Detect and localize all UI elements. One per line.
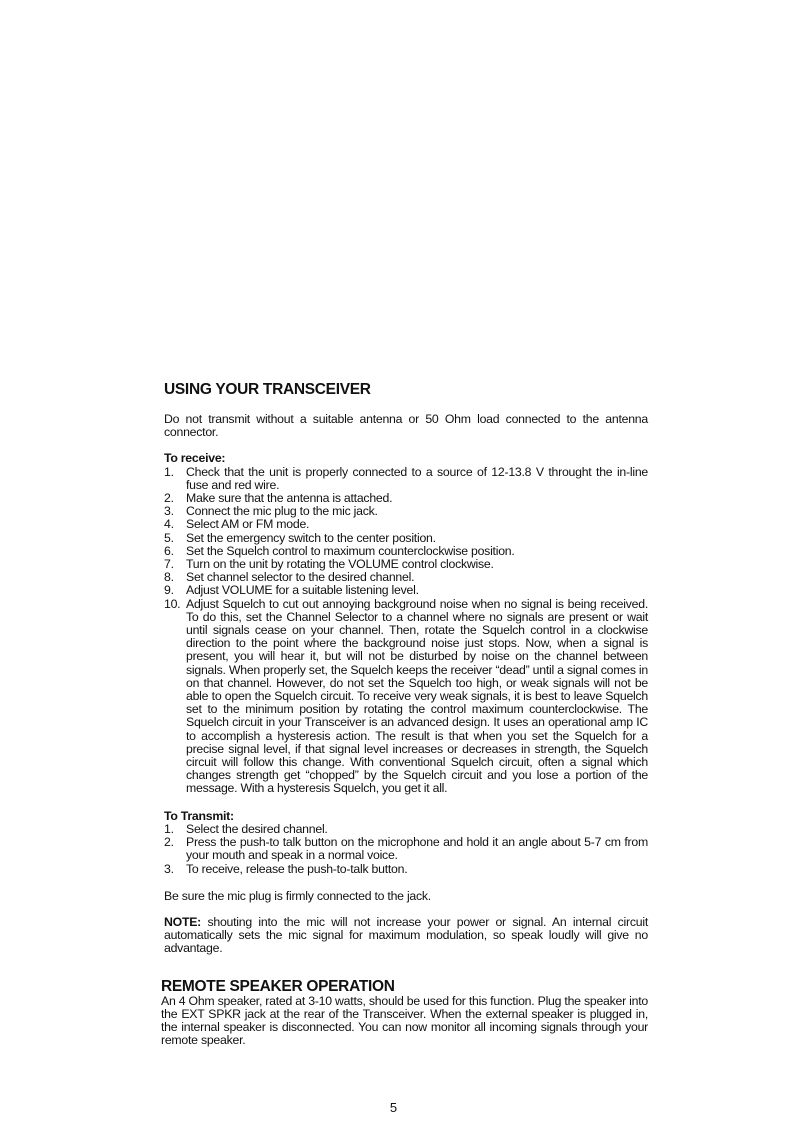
step-text: Select AM or FM mode. <box>186 517 310 532</box>
step-text: Set the emergency switch to the center position. <box>186 530 436 545</box>
step-number: 3. <box>164 861 174 876</box>
step-text: To receive, release the push-to-talk button. <box>186 861 408 876</box>
note-text: shouting into the mic will not increase your power or signal. An internal circuit automatically sets the mic signal for maximum modulation, so speak loudly will give no advantage. <box>164 914 648 956</box>
section-title-using-transceiver: USING YOUR TRANSCEIVER <box>164 381 371 398</box>
transmit-steps <box>164 823 648 876</box>
receive-heading: To receive: <box>164 451 226 466</box>
step-text: Check that the unit is properly connected to a source of 12-13.8 V throught the in-line fuse and red wire. <box>186 464 648 492</box>
step-number: 8. <box>164 570 174 585</box>
receive-step <box>164 466 648 492</box>
step-text: Set channel selector to the desired channel. <box>186 570 415 585</box>
transmit-heading: To Transmit: <box>164 808 234 823</box>
note-label: NOTE: <box>164 914 202 929</box>
transmit-step <box>164 836 648 862</box>
step-number: 3. <box>164 504 174 519</box>
page-content <box>161 381 648 1048</box>
step-text: Adjust VOLUME for a suitable listening level. <box>186 583 419 598</box>
step-text: Adjust Squelch to cut out annoying background noise when no signal is being received. To do this, set the Channel Selector to a channel where no signals are present or wait until signals cease on your channel. Then, rotate the Squelch control in a clockwise direction to the point where the background noise just stops. Now, when a signal is present, you will hear it, but will not be disturbed by noise on the channel between signals. When properly set, the Squelch keeps the receiver “dead” until a signal comes in on that channel. However, do not set the Squelch too high, or weak signals will not be able to open the Squelch circuit. To receive very weak signals, it is best to leave Squelch set to the minimum position by rotating the control maximum counterclockwise. The Squelch circuit in your Transceiver is an advanced design. It uses an operational amp IC to accomplish a hysteresis action. The result is that when you set the Squelch for a precise signal level, if that signal level increases or decreases in strength, the Squelch circuit will follow this change. With conventional Squelch circuit, often a signal which changes strength get “chopped” by the Squelch circuit and you lose a portion of the message. With a hysteresis Squelch, you get it all. <box>186 596 648 796</box>
step-number: 5. <box>164 530 174 545</box>
step-text: Press the push-to talk button on the microphone and hold it an angle about 5-7 cm from your mouth and speak in a normal voice. <box>186 835 648 863</box>
page-number: 5 <box>389 1100 398 1115</box>
note-paragraph <box>164 916 648 956</box>
step-text: Turn on the unit by rotating the VOLUME control clockwise. <box>186 557 494 572</box>
step-text: Set the Squelch control to maximum counterclockwise position. <box>186 543 515 558</box>
receive-step <box>164 598 648 796</box>
section-title-remote-speaker: REMOTE SPEAKER OPERATION <box>161 977 395 995</box>
step-text: Make sure that the antenna is attached. <box>186 491 393 506</box>
mic-plug-reminder: Be sure the mic plug is firmly connected to the jack. <box>164 888 431 903</box>
step-number: 9. <box>164 583 174 598</box>
remote-speaker-text: An 4 Ohm speaker, rated at 3-10 watts, should be used for this function. Plug the speaker into the EXT SPKR jack at the rear of the Transceiver. When the external speaker is plugged in, the internal speaker is disconnected. You can now monitor all incoming signals through your remote speaker. <box>161 993 648 1048</box>
step-number: 2. <box>164 835 174 850</box>
step-number: 1. <box>164 464 174 479</box>
step-number: 2. <box>164 491 174 506</box>
step-number: 1. <box>164 821 174 836</box>
step-text: Connect the mic plug to the mic jack. <box>186 504 378 519</box>
step-number: 7. <box>164 557 174 572</box>
transmit-step <box>164 863 648 876</box>
step-text: Select the desired channel. <box>186 821 328 836</box>
step-number: 6. <box>164 543 174 558</box>
step-number: 4. <box>164 517 174 532</box>
step-number: 10. <box>164 596 181 611</box>
receive-steps <box>164 466 648 796</box>
antenna-warning: Do not transmit without a suitable antenna or 50 Ohm load connected to the antenna connector. <box>164 412 648 440</box>
